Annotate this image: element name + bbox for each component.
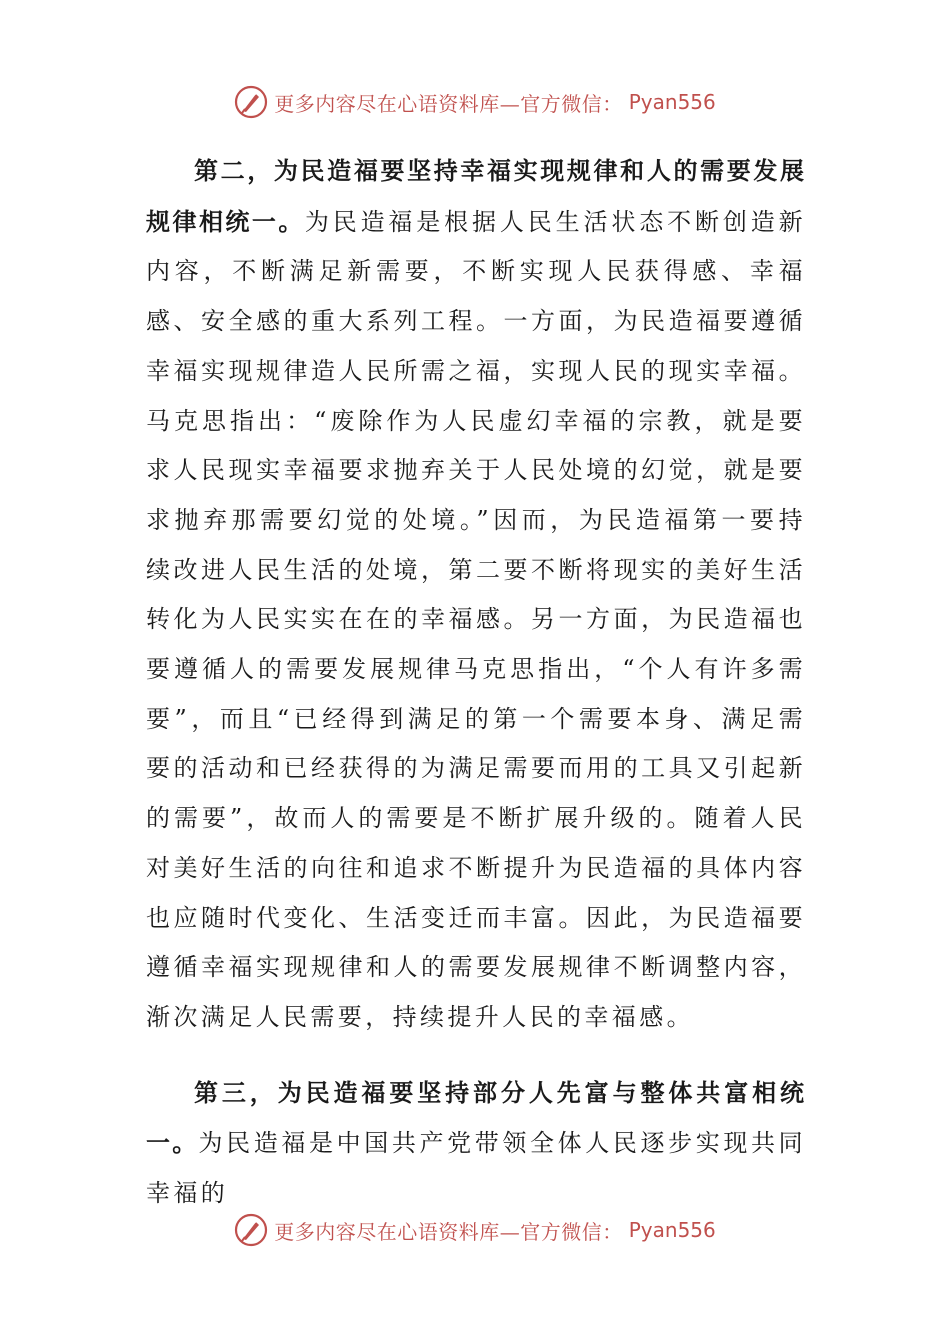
paragraph-lead: 第三，为民造福要坚持部分人先富与整体共富相统一。	[146, 1077, 806, 1158]
paragraph-second	[146, 146, 806, 1043]
document-body	[146, 146, 806, 1219]
paragraph-third	[146, 1068, 806, 1219]
quill-pen-logo-icon	[234, 1213, 268, 1247]
banner-text: 更多内容尽在心语资料库—官方微信：	[274, 91, 623, 116]
paragraph-lead: 第二，为民造福要坚持幸福实现规律和人的需要发展规律相统一。	[146, 156, 806, 236]
paragraph-text: 为民造福是中国共产党带领全体人民逐步实现共同幸福的	[146, 1129, 806, 1208]
banner-text: 更多内容尽在心语资料库—官方微信：	[274, 1219, 623, 1244]
footer-banner	[0, 1210, 950, 1250]
header-banner	[0, 82, 950, 122]
quill-pen-logo-icon	[234, 85, 268, 119]
paragraph-text: 为民造福是根据人民生活状态不断创造新内容，不断满足新需要，不断实现人民获得感、幸福感、安全感的重大系列工程。一方面，为民造福要遵循幸福实现规律造人民所需之福，实现人民的现实幸福。马克思指出：“废除作为人民虚幻幸福的宗教，就是要求人民现实幸福要求抛弃关于人民处境的幻觉，就是要求抛弃那需要幻觉的处境。”因而，为民造福第一要持续改进人民生活的处境，第二要不断将现实的美好生活转化为人民实实在在的幸福感。另一方面，为民造福也要遵循人的需要发展规律马克思指出，“个人有许多需要”，而且“已经得到满足的第一个需要本身、满足需要的活动和已经获得的为满足需要而用的工具又引起新的需要”，故而人的需要是不断扩展升级的。随着人民对美好生活的向往和追求不断提升为民造福的具体内容也应随时代变化、生活变迁而丰富。因此，为民造福要遵循幸福实现规律和人的需要发展规律不断调整内容，渐次满足人民需要，持续提升人民的幸福感。	[146, 207, 807, 1031]
banner-wechat-id: Pyan556	[628, 1218, 716, 1242]
banner-wechat-id: Pyan556	[628, 90, 716, 114]
